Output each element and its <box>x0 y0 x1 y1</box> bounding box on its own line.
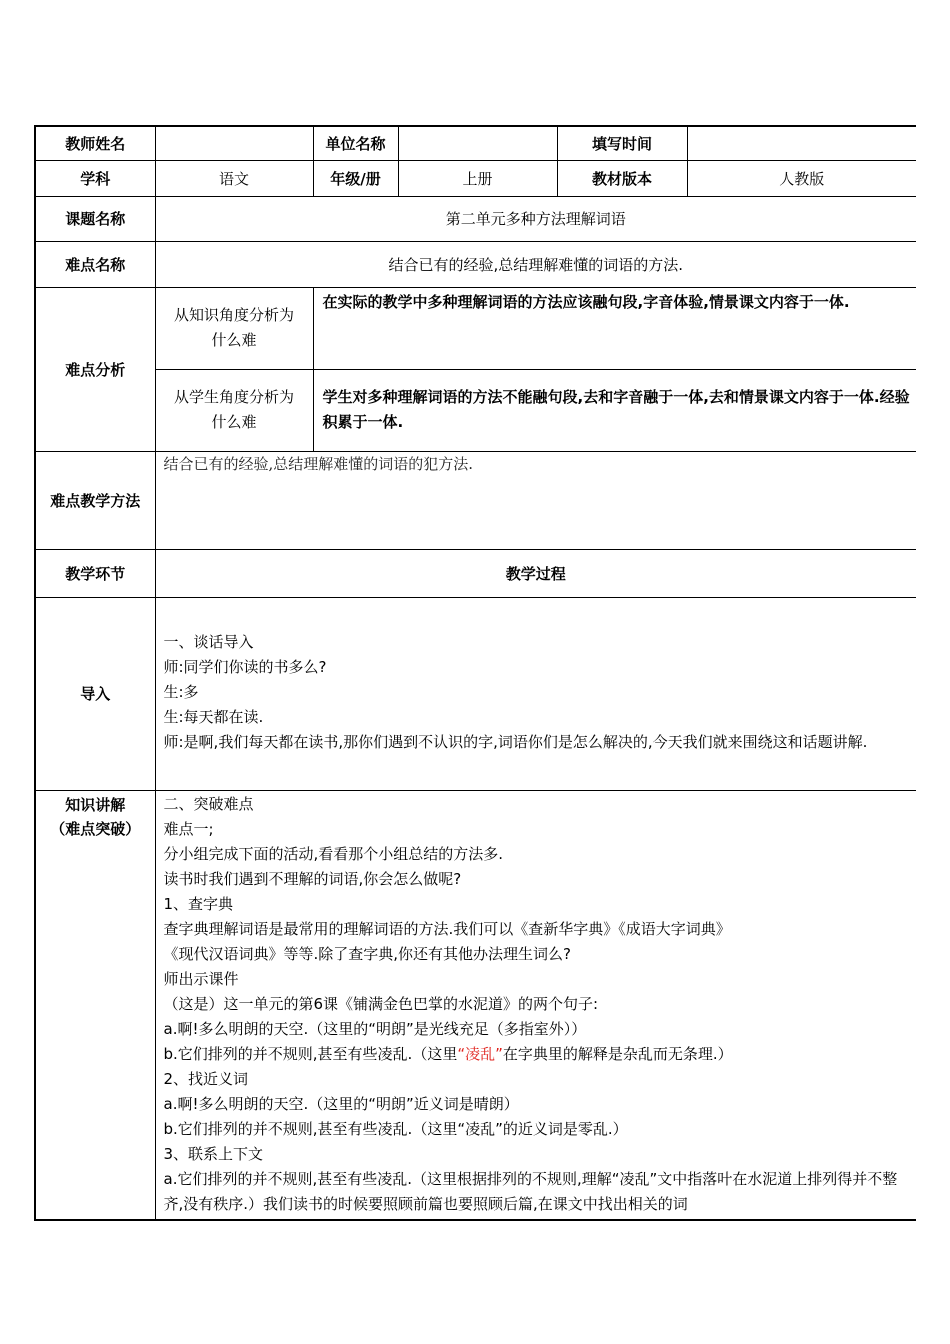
knowledge-line-b-suffix: 在字典里的解释是杂乱而无条理.） <box>502 1044 733 1063</box>
intro-line: 生:每天都在读. <box>163 708 264 726</box>
knowledge-line: 2、找近义词 <box>163 1069 249 1088</box>
subject-row <box>35 160 916 196</box>
knowledge-line: a.啊!多么明朗的天空.（这里的“明朗”是光线充足（多指室外）） <box>163 1019 587 1038</box>
knowledge-line: 二、突破难点 <box>163 794 254 813</box>
stage-header: 教学环节 <box>35 549 155 597</box>
difficulty-label: 难点名称 <box>35 241 155 287</box>
intro-label: 导入 <box>35 597 155 790</box>
student-angle-text: 学生对多种理解词语的方法不能融句段,去和字音融于一体,去和情景课文内容于一体.经验积累于一体. <box>322 388 910 431</box>
lesson-plan-table <box>34 125 916 1221</box>
student-angle-value <box>313 369 916 451</box>
teacher-name-label: 教师姓名 <box>35 126 155 160</box>
intro-line: 生:多 <box>163 683 199 701</box>
student-angle-label <box>155 369 313 451</box>
knowledge-row <box>35 790 916 1220</box>
method-value <box>155 451 916 549</box>
fill-time-label: 填写时间 <box>557 126 687 160</box>
subject-label: 学科 <box>35 160 155 196</box>
knowledge-line: 查字典理解词语是最常用的理解词语的方法.我们可以《查新华字典》《成语大字词典》 <box>163 919 731 938</box>
knowledge-line-b <box>164 1042 909 1067</box>
analysis-student-row <box>35 369 916 451</box>
intro-line: 一、谈话导入 <box>163 633 254 651</box>
knowledge-line: a.啊!多么明朗的天空.（这里的“明朗”近义词是晴朗） <box>163 1094 519 1113</box>
knowledge-line: 《现代汉语词典》等等.除了查字典,你还有其他办法理生词么? <box>163 944 572 963</box>
knowledge-line: 3、联系上下文 <box>163 1144 264 1163</box>
knowledge-line: a.它们排列的并不规则,甚至有些凌乱.（这里根据排列的不规则,理解“凌乱”文中指落叶在水泥道上排列得并不整齐,没有秩序.）我们读书的时候要照顾前篇也要照顾后篇,在课文中找出相关的词 <box>163 1169 898 1213</box>
header-row <box>35 126 916 160</box>
difficulty-value: 结合已有的经验,总结理解难懂的词语的方法. <box>155 241 916 287</box>
grade-value: 上册 <box>398 160 557 196</box>
teacher-name-field[interactable] <box>155 126 313 160</box>
intro-content <box>155 597 916 790</box>
method-row <box>35 451 916 549</box>
analysis-label: 难点分析 <box>35 287 155 451</box>
knowledge-line: 分小组完成下面的活动,看看那个小组总结的方法多. <box>163 844 504 863</box>
subject-value: 语文 <box>155 160 313 196</box>
unit-name-field[interactable] <box>398 126 557 160</box>
process-header-row <box>35 549 916 597</box>
knowledge-angle-label-text: 从知识角度分析为什么难 <box>173 306 294 349</box>
intro-text <box>156 624 917 763</box>
knowledge-content <box>155 790 916 1220</box>
fill-time-field[interactable] <box>687 126 916 160</box>
analysis-knowledge-row <box>35 287 916 369</box>
method-label: 难点教学方法 <box>35 451 155 549</box>
knowledge-line: 难点一; <box>163 819 214 838</box>
knowledge-line: （这是）这一单元的第6课《铺满金色巴掌的水泥道》的两个句子: <box>163 994 599 1013</box>
edition-value: 人教版 <box>687 160 916 196</box>
topic-row <box>35 196 916 241</box>
method-text: 结合已有的经验,总结理解难懂的词语的犯方法. <box>163 454 474 473</box>
knowledge-line: 读书时我们遇到不理解的词语,你会怎么做呢? <box>163 869 462 888</box>
knowledge-angle-text: 在实际的教学中多种理解词语的方法应该融句段,字音体验,情景课文内容于一体. <box>322 292 850 311</box>
intro-line: 师:是啊,我们每天都在读书,那你们遇到不认识的字,词语你们是怎么解决的,今天我们就来围绕这和话题讲解. <box>163 733 868 751</box>
knowledge-line-b-prefix: b.它们排列的并不规则,甚至有些凌乱.（这里 <box>163 1044 458 1063</box>
knowledge-label-line1: 知识讲解 <box>65 795 126 814</box>
knowledge-angle-value <box>313 287 916 369</box>
knowledge-angle-label <box>155 287 313 369</box>
difficulty-row <box>35 241 916 287</box>
edition-label: 教材版本 <box>557 160 687 196</box>
topic-value: 第二单元多种方法理解词语 <box>155 196 916 241</box>
intro-line: 师:同学们你读的书多么? <box>163 658 327 676</box>
grade-label: 年级/册 <box>313 160 398 196</box>
knowledge-text <box>156 791 917 1218</box>
intro-row <box>35 597 916 790</box>
knowledge-line: 1、查字典 <box>163 894 234 913</box>
knowledge-label <box>35 790 155 1220</box>
student-angle-label-text: 从学生角度分析为什么难 <box>173 388 294 431</box>
knowledge-line: b.它们排列的并不规则,甚至有些凌乱.（这里“凌乱”的近义词是零乱.） <box>163 1119 628 1138</box>
topic-label: 课题名称 <box>35 196 155 241</box>
lesson-plan-sheet <box>34 125 916 1344</box>
process-header: 教学过程 <box>155 549 916 597</box>
unit-name-label: 单位名称 <box>313 126 398 160</box>
highlight-term: “凌乱” <box>457 1044 503 1063</box>
knowledge-label-line2: （难点突破） <box>50 819 141 838</box>
knowledge-line: 师出示课件 <box>163 969 239 988</box>
